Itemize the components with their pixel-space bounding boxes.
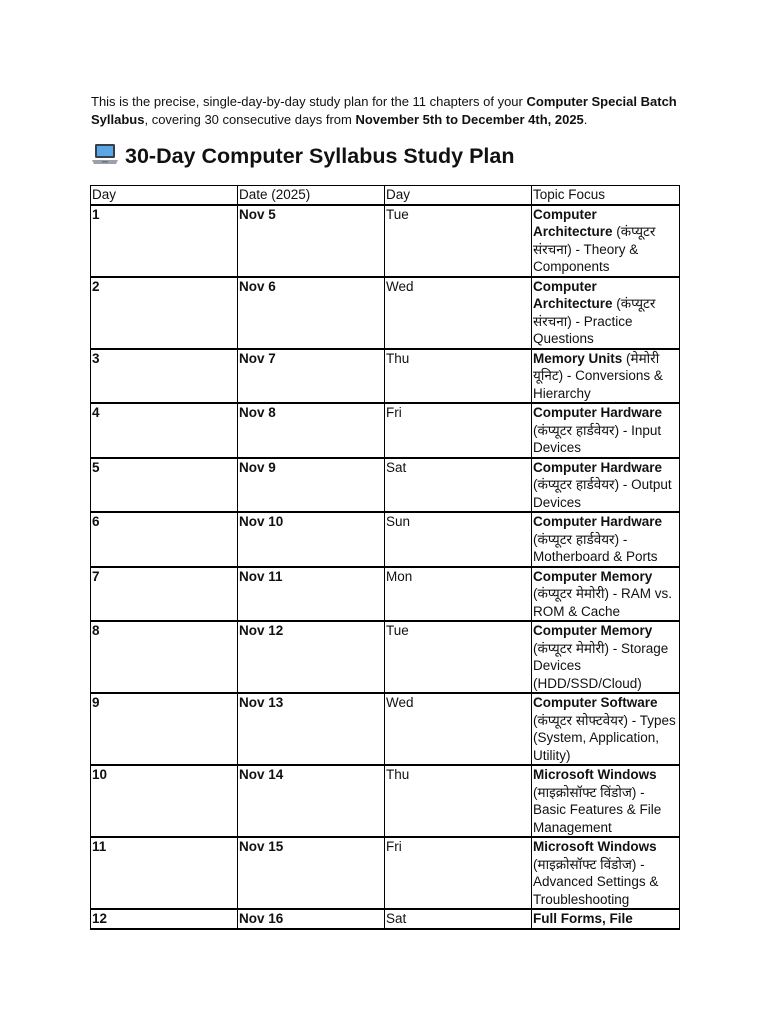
topic-cell — [532, 512, 680, 567]
weekday-cell: Tue — [385, 621, 532, 693]
day-number-cell: 6 — [91, 512, 238, 567]
weekday-cell: Sat — [385, 458, 532, 513]
weekday-cell: Mon — [385, 567, 532, 622]
topic-cell — [532, 837, 680, 909]
header-weekday: Day — [385, 186, 532, 205]
table-row — [91, 458, 680, 513]
topic-detail: (कंप्यूटर हार्डवेयर) - Input Devices — [533, 422, 662, 455]
topic-cell — [532, 765, 680, 837]
topic-cell — [532, 205, 680, 277]
day-number-cell: 2 — [91, 277, 238, 349]
day-number-cell: 8 — [91, 621, 238, 693]
topic-title: Computer Memory — [533, 623, 653, 638]
topic-cell — [532, 349, 680, 404]
page-title-text: 30-Day Computer Syllabus Study Plan — [125, 144, 515, 168]
date-cell: Nov 9 — [238, 458, 385, 513]
table-row — [91, 403, 680, 458]
weekday-cell: Wed — [385, 277, 532, 349]
topic-title: Computer Hardware — [533, 514, 663, 529]
table-row — [91, 909, 680, 929]
topic-detail: (कंप्यूटर हार्डवेयर) - Motherboard & Ports — [533, 531, 658, 564]
weekday-cell: Sun — [385, 512, 532, 567]
topic-detail: (मेमोरी यूनिट) - Conversions & Hierarchy — [533, 350, 663, 401]
topic-title: Memory Units — [533, 350, 623, 366]
weekday-cell: Fri — [385, 837, 532, 909]
topic-title: Computer Architecture — [533, 206, 613, 239]
date-cell: Nov 7 — [238, 349, 385, 404]
weekday-cell: Tue — [385, 205, 532, 277]
topic-detail: (कंप्यूटर मेमोरी) - RAM vs. ROM & Cache — [533, 586, 672, 619]
intro-text-2: , covering 30 consecutive days from — [144, 111, 356, 127]
date-cell: Nov 10 — [238, 512, 385, 567]
day-number-cell: 9 — [91, 693, 238, 765]
topic-detail: (कंप्यूटर हार्डवेयर) - Output Devices — [533, 477, 672, 510]
date-cell: Nov 6 — [238, 277, 385, 349]
weekday-cell: Fri — [385, 403, 532, 458]
topic-title: Computer Architecture — [533, 278, 613, 311]
date-cell: Nov 15 — [238, 837, 385, 909]
laptop-icon — [91, 142, 119, 166]
intro-text-1: This is the precise, single-day-by-day study plan for the 11 chapters of your — [91, 94, 527, 109]
topic-title: Microsoft Windows — [533, 767, 657, 782]
table-row — [91, 512, 680, 567]
date-cell: Nov 11 — [238, 567, 385, 622]
date-cell: Nov 8 — [238, 403, 385, 458]
intro-text-3: . — [583, 111, 588, 127]
topic-cell — [532, 403, 680, 458]
date-cell: Nov 14 — [238, 765, 385, 837]
date-cell: Nov 5 — [238, 205, 385, 277]
table-header-row — [91, 186, 680, 205]
date-cell: Nov 16 — [238, 909, 385, 929]
topic-cell — [532, 693, 680, 765]
topic-detail: (कंप्यूटर सोफ्टवेयर) - Types (System, Application, Utility) — [533, 712, 676, 763]
weekday-cell: Thu — [385, 349, 532, 404]
topic-title: Computer Hardware — [533, 459, 663, 475]
topic-cell — [532, 621, 680, 693]
topic-cell — [532, 909, 680, 929]
topic-cell — [532, 458, 680, 513]
table-row — [91, 567, 680, 622]
table-row — [91, 837, 680, 909]
table-row — [91, 277, 680, 349]
day-number-cell: 12 — [91, 909, 238, 929]
day-number-cell: 7 — [91, 567, 238, 622]
topic-title: Computer Memory — [533, 568, 653, 584]
topic-detail: (माइक्रोसॉफ्ट विंडोज) - Basic Features & File Management — [533, 784, 662, 835]
page-title — [91, 142, 515, 170]
topic-detail: (कंप्यूटर संरचना) - Theory & Components — [533, 224, 656, 274]
day-number-cell: 5 — [91, 458, 238, 513]
topic-title: Microsoft Windows — [533, 839, 657, 854]
study-plan-table — [90, 185, 680, 930]
table-row — [91, 349, 680, 404]
day-number-cell: 3 — [91, 349, 238, 404]
day-number-cell: 11 — [91, 837, 238, 909]
table-row — [91, 205, 680, 277]
topic-title: Computer Software — [533, 695, 658, 710]
intro-syllabus-name: Computer Special Batch Syllabus — [91, 94, 677, 127]
topic-cell — [532, 567, 680, 622]
topic-cell — [532, 277, 680, 349]
weekday-cell: Wed — [385, 693, 532, 765]
date-cell: Nov 13 — [238, 693, 385, 765]
topic-detail: (कंप्यूटर संरचना) - Practice Questions — [533, 296, 656, 346]
intro-date-range: November 5th to December 4th, 2025 — [355, 111, 584, 127]
header-day: Day — [91, 186, 238, 205]
intro-paragraph — [91, 93, 681, 128]
table-row — [91, 693, 680, 765]
header-topic: Topic Focus — [532, 186, 680, 205]
topic-title: Full Forms, File — [533, 911, 633, 926]
table-row — [91, 621, 680, 693]
weekday-cell: Thu — [385, 765, 532, 837]
header-date: Date (2025) — [238, 186, 385, 205]
topic-detail: (माइक्रोसॉफ्ट विंडोज) - Advanced Settings & Troubleshooting — [533, 856, 659, 907]
weekday-cell: Sat — [385, 909, 532, 929]
topic-detail: (कंप्यूटर मेमोरी) - Storage Devices (HDD/SSD/Cloud) — [533, 640, 669, 691]
date-cell: Nov 12 — [238, 621, 385, 693]
topic-title: Computer Hardware — [533, 405, 663, 420]
day-number-cell: 10 — [91, 765, 238, 837]
table-row — [91, 765, 680, 837]
day-number-cell: 4 — [91, 403, 238, 458]
day-number-cell: 1 — [91, 205, 238, 277]
